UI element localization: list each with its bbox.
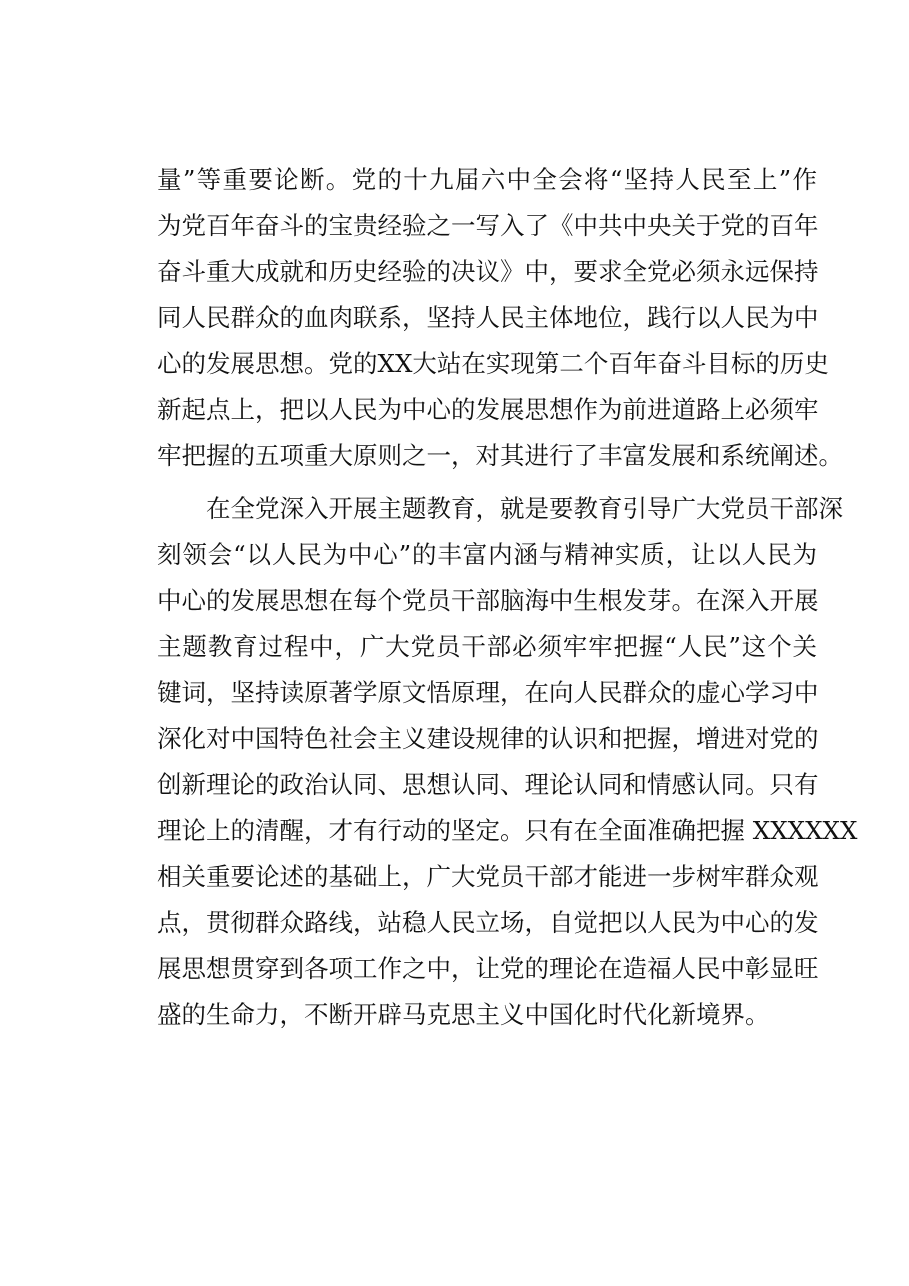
paragraph-line: 创新理论的政治认同、思想认同、理论认同和情感认同。只有 [157,770,819,799]
paragraph-line: 新起点上，把以人民为中心的发展思想作为前进道路上必须牢 [157,395,819,424]
paragraph-line: 牢把握的五项重大原则之一，对其进行了丰富发展和系统阐述。 [157,441,843,470]
paragraph-2 [157,486,858,1038]
paragraph-line: 相关重要论述的基础上，广大党员干部才能进一步树牢群众观 [157,862,819,891]
document-body [157,157,858,1038]
paragraph-line: 深化对中国特色社会主义建设规律的认识和把握，增进对党的 [157,724,819,753]
paragraph-line: 奋斗重大成就和历史经验的决议》中，要求全党必须永远保持 [157,257,819,286]
paragraph-line: 同人民群众的血肉联系，坚持人民主体地位，践行以人民为中 [157,303,819,332]
paragraph-1 [157,157,843,479]
paragraph-line: 键词，坚持读原著学原文悟原理，在向人民群众的虚心学习中 [157,678,819,707]
paragraph-spacer [157,479,817,486]
paragraph-line: 在全党深入开展主题教育，就是要教育引导广大党员干部深 [157,494,843,523]
paragraph-line: 盛的生命力，不断开辟马克思主义中国化时代化新境界。 [157,1000,770,1029]
paragraph-line: 刻领会“以人民为中心”的丰富内涵与精神实质，让以人民为 [157,540,817,569]
paragraph-line: 点，贯彻群众路线，站稳人民立场，自觉把以人民为中心的发 [157,908,819,937]
paragraph-line: 中心的发展思想在每个党员干部脑海中生根发芽。在深入开展 [157,586,819,615]
paragraph-line: 量”等重要论断。党的十九届六中全会将“坚持人民至上”作 [157,165,817,194]
paragraph-line: 为党百年奋斗的宝贵经验之一写入了《中共中央关于党的百年 [157,211,819,240]
paragraph-line: 主题教育过程中，广大党员干部必须牢牢把握“人民”这个关 [157,632,817,661]
paragraph-line: 展思想贯穿到各项工作之中，让党的理论在造福人民中彰显旺 [157,954,819,983]
paragraph-line: 心的发展思想。党的XX大站在实现第二个百年奋斗目标的历史 [157,349,829,378]
paragraph-line: 理论上的清醒，才有行动的坚定。只有在全面准确把握 XXXXXX [157,816,858,845]
